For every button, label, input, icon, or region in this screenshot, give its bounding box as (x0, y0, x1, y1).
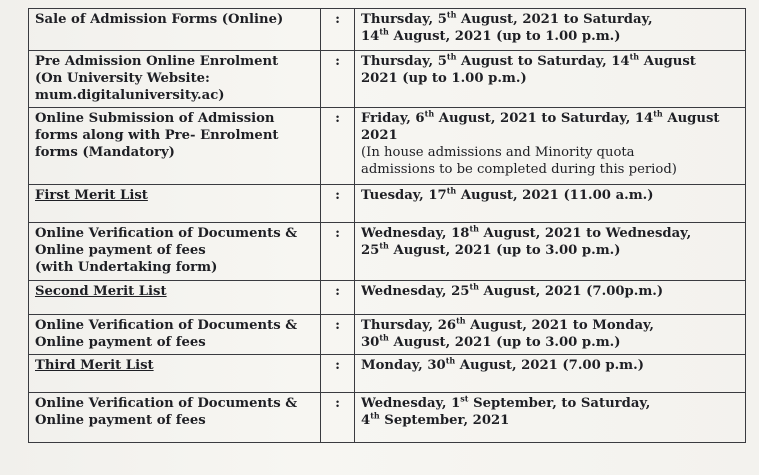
date-cell (355, 355, 746, 393)
date-line: 30th August, 2021 (up to 3.00 p.m.) (361, 334, 621, 350)
event-line: Online payment of fees (35, 243, 206, 258)
separator-cell: : (321, 223, 355, 281)
event-line: Sale of Admission Forms (Online) (35, 12, 284, 27)
table-row (29, 108, 746, 185)
date-line: Wednesday, 25th August, 2021 (7.00p.m.) (361, 283, 664, 299)
date-line: Tuesday, 17th August, 2021 (11.00 a.m.) (361, 187, 654, 203)
event-cell (29, 51, 321, 108)
date-cell (355, 393, 746, 443)
date-line: 14th August, 2021 (up to 1.00 p.m.) (361, 28, 621, 44)
event-line: Online Verification of Documents & (35, 226, 298, 241)
date-line: Wednesday, 1st September, to Saturday, (361, 395, 651, 411)
admission-schedule-table (28, 8, 746, 443)
date-line: Thursday, 5th August, 2021 to Saturday, (361, 11, 653, 27)
date-cell (355, 281, 746, 315)
event-cell (29, 355, 321, 393)
table-row (29, 315, 746, 355)
event-line: mum.digitaluniversity.ac) (35, 88, 225, 103)
separator-cell: : (321, 315, 355, 355)
date-note-line: (In house admissions and Minority quota (361, 145, 635, 160)
date-line: 4th September, 2021 (361, 412, 510, 428)
date-line: Monday, 30th August, 2021 (7.00 p.m.) (361, 357, 644, 373)
table-row (29, 281, 746, 315)
event-line: Online payment of fees (35, 413, 206, 428)
event-cell (29, 108, 321, 185)
event-cell (29, 9, 321, 51)
table-row (29, 223, 746, 281)
separator-cell: : (321, 51, 355, 108)
separator-cell: : (321, 281, 355, 315)
separator-cell: : (321, 9, 355, 51)
separator-cell: : (321, 185, 355, 223)
table-row (29, 393, 746, 443)
event-line: forms along with Pre- Enrolment (35, 128, 279, 143)
date-cell (355, 9, 746, 51)
event-cell (29, 281, 321, 315)
table-row (29, 185, 746, 223)
event-line: Online Submission of Admission (35, 111, 275, 126)
date-line: 2021 (up to 1.00 p.m.) (361, 71, 527, 86)
event-line: Online Verification of Documents & (35, 318, 298, 333)
event-cell (29, 223, 321, 281)
date-line: Thursday, 5th August to Saturday, 14th August (361, 53, 696, 69)
separator-cell: : (321, 355, 355, 393)
event-cell (29, 185, 321, 223)
date-line: Wednesday, 18th August, 2021 to Wednesday, (361, 225, 692, 241)
separator-cell: : (321, 393, 355, 443)
date-cell (355, 223, 746, 281)
event-line: Pre Admission Online Enrolment (35, 54, 279, 69)
event-line: (with Undertaking form) (35, 260, 218, 275)
table-row (29, 355, 746, 393)
date-cell (355, 108, 746, 185)
date-line: Friday, 6th August, 2021 to Saturday, 14th August (361, 110, 720, 126)
date-note-line: admissions to be completed during this period) (361, 162, 677, 177)
event-line: Third Merit List (35, 358, 154, 373)
date-cell (355, 315, 746, 355)
table-row (29, 51, 746, 108)
date-cell (355, 185, 746, 223)
event-line: Online payment of fees (35, 335, 206, 350)
event-cell (29, 315, 321, 355)
separator-cell: : (321, 108, 355, 185)
date-line: 2021 (361, 128, 398, 143)
event-line: Second Merit List (35, 284, 167, 299)
date-line: Thursday, 26th August, 2021 to Monday, (361, 317, 655, 333)
event-line: forms (Mandatory) (35, 145, 175, 160)
table-row (29, 9, 746, 51)
event-line: Online Verification of Documents & (35, 396, 298, 411)
date-line: 25th August, 2021 (up to 3.00 p.m.) (361, 242, 621, 258)
event-line: First Merit List (35, 188, 148, 203)
event-cell (29, 393, 321, 443)
event-line: (On University Website: (35, 71, 210, 86)
date-cell (355, 51, 746, 108)
